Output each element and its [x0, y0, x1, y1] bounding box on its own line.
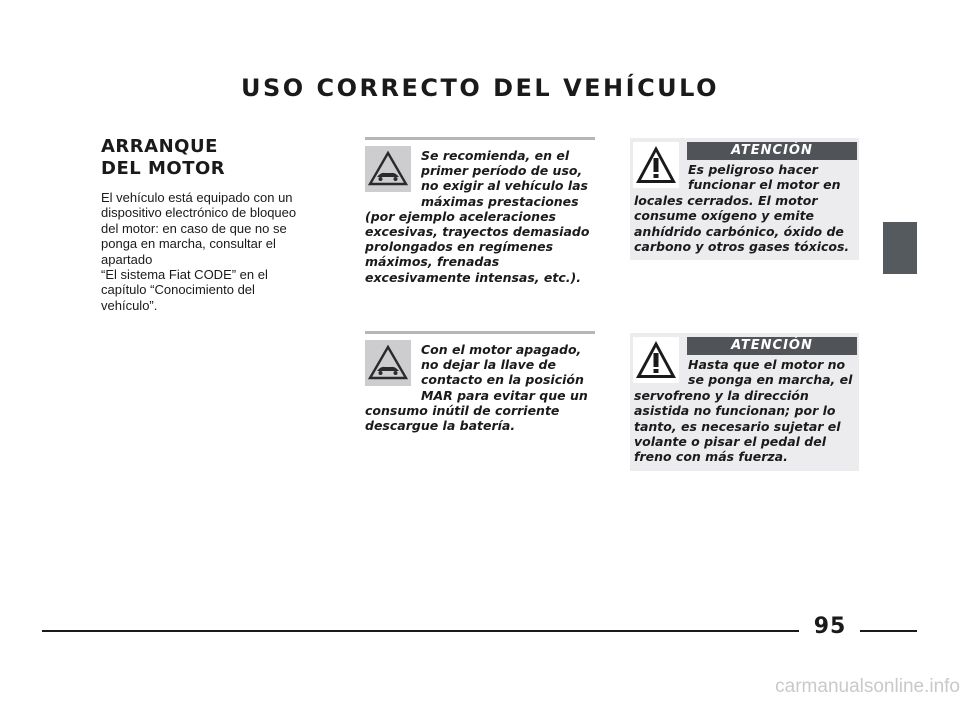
footer-rule: [860, 630, 917, 632]
body-line: apartado: [101, 251, 153, 267]
body-line: “El sistema Fiat CODE” en el: [101, 267, 268, 283]
section-heading: [101, 136, 301, 180]
page-title: USO CORRECTO DEL VEHÍCULO: [240, 74, 720, 102]
warning-text: Es peligroso hacer funcionar el motor en locales cerrados. El motor consume oxígeno y emite anhídrido carbónico, óxido de carbono y otros gases tóxicos.: [634, 162, 850, 255]
warning-triangle-icon: [633, 142, 679, 188]
car-care-icon: [365, 340, 411, 386]
warning-box: [630, 138, 859, 260]
section-heading-line-2: DEL MOTOR: [101, 158, 226, 179]
page-number: 95: [813, 614, 847, 639]
note-box: [365, 331, 595, 433]
warning-label: ATENCIÓN: [687, 337, 857, 355]
chapter-tab: [883, 222, 917, 274]
body-line: ponga en marcha, consultar el: [101, 236, 276, 252]
body-line: del motor: en caso de que no se: [101, 220, 287, 236]
section-heading-line-1: ARRANQUE: [101, 136, 218, 157]
footer-rule: [42, 630, 799, 632]
warning-triangle-icon: [633, 337, 679, 383]
body-line: capítulo “Conocimiento del: [101, 282, 255, 298]
car-care-icon: [365, 146, 411, 192]
warning-label: ATENCIÓN: [687, 142, 857, 160]
note-text: Con el motor apagado, no dejar la llave de contacto en la posición MAR para evitar que un consumo inútil de corriente descargue la batería.: [365, 342, 588, 434]
body-line: El vehículo está equipado con un: [101, 190, 293, 205]
body-line: vehículo”.: [101, 297, 158, 313]
warning-box: [630, 333, 859, 471]
note-text: Se recomienda, en el primer período de uso, no exigir al vehículo las máximas prestaciones (por ejemplo aceleraciones excesivas, trayectos demasiado prolongados en regímenes máximos, frenadas excesivamente intensas, etc.).: [365, 148, 590, 285]
warning-text: Hasta que el motor no se ponga en marcha, el servofreno y la dirección asistida no funcionan; por lo tanto, es necesario sujetar el volante o pisar el pedal del freno con más fuerza.: [634, 357, 853, 465]
watermark: carmanualsonline.info: [775, 676, 960, 697]
note-box: [365, 137, 595, 285]
body-line: dispositivo electrónico de bloqueo: [101, 205, 297, 221]
section-body: [101, 190, 323, 313]
